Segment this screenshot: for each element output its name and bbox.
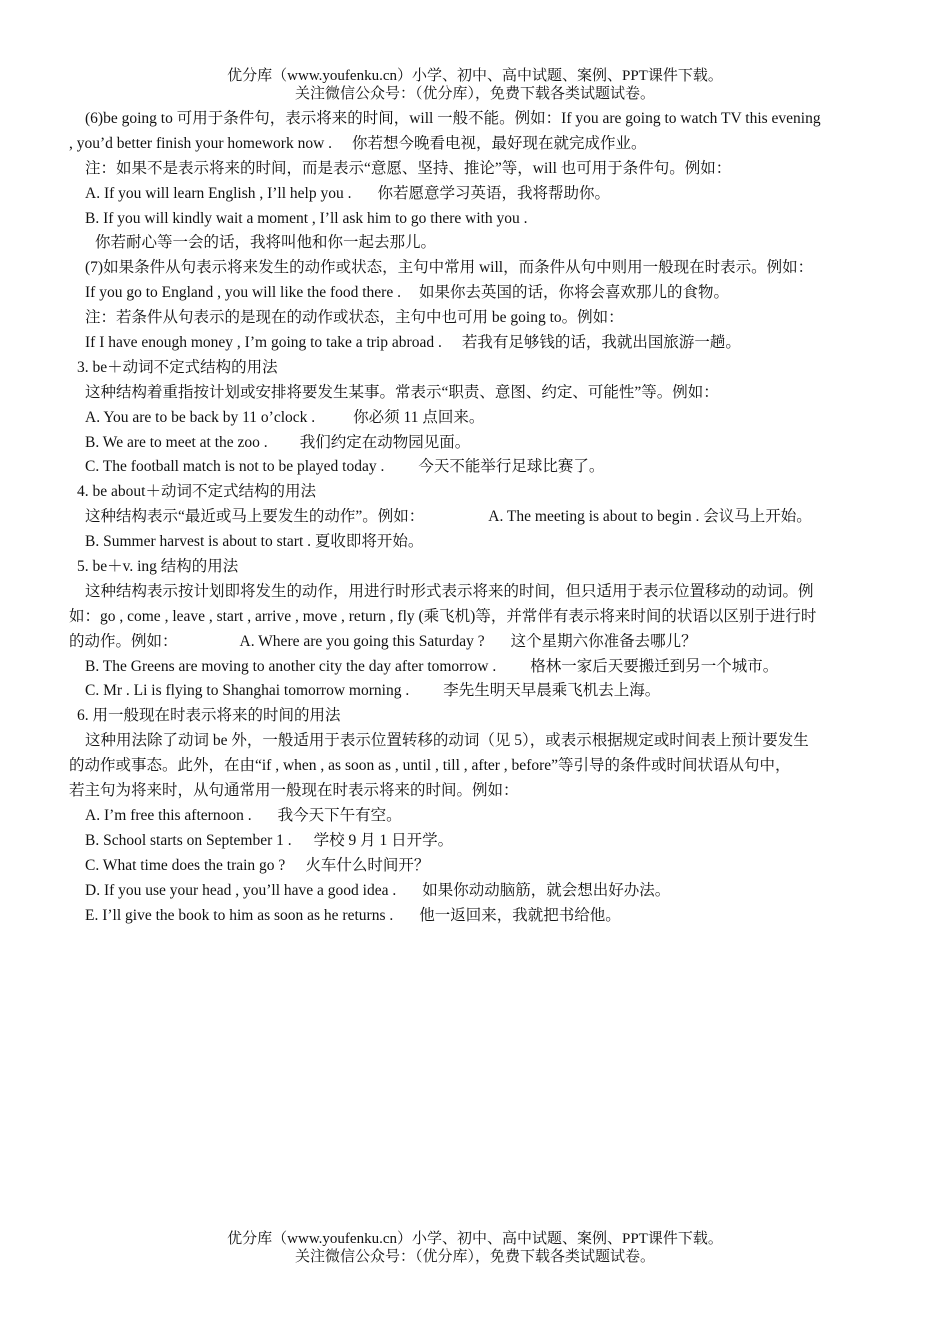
text-line: B. The Greens are moving to another city the day after tomorrow . 格林一家后天要搬迁到另一个城市。: [85, 657, 779, 675]
text-line: C. What time does the train go ? 火车什么时间开？: [85, 856, 430, 874]
document-body: [69, 107, 883, 928]
text-line: 的动作。例如： A. Where are you going this Saturday ? 这个星期六你准备去哪儿？: [69, 632, 697, 650]
footer-line-2: 关注微信公众号：（优分库），免费下载各类试题试卷。: [294, 1249, 655, 1265]
text-line: B. We are to meet at the zoo . 我们约定在动物园见面。: [85, 433, 471, 451]
text-line: A. I’m free this afternoon . 我今天下午有空。: [85, 806, 402, 824]
section-heading: 6. 用一般现在时表示将来的时间的用法: [77, 707, 341, 725]
text-line: 你若耐心等一会的话，我将叫他和你一起去那儿。: [95, 234, 437, 252]
page-header: [0, 67, 950, 103]
header-line-2: 关注微信公众号：（优分库），免费下载各类试题试卷。: [294, 86, 655, 102]
text-line: (7)如果条件从句表示将来发生的动作或状态，主句中常用 will，而条件从句中则用一般现在时表示。例如：: [85, 259, 814, 277]
text-line: B. Summer harvest is about to start . 夏收即将开始。: [85, 533, 424, 551]
text-line: C. The football match is not to be played today . 今天不能举行足球比赛了。: [85, 458, 605, 476]
text-line: B. School starts on September 1 . 学校 9 月 1 日开学。: [85, 831, 454, 849]
header-line-1: 优分库（www.youfenku.cn）小学、初中、高中试题、案例、PPT课件下载。: [227, 68, 723, 84]
text-line: 注：若条件从句表示的是现在的动作或状态，主句中也可用 be going to。例如：: [85, 309, 624, 327]
text-line: 的动作或事态。此外，在由“if , when , as soon as , until , till , after , before”等引导的条件或时间状语从句中，: [69, 757, 791, 775]
text-line: 若主句为将来时，从句通常用一般现在时表示将来的时间。例如：: [69, 782, 519, 800]
text-line: 这种结构表示“最近或马上要发生的动作”。例如： A. The meeting is about to begin . 会议马上开始。: [85, 508, 812, 526]
section-heading: 5. be＋v. ing 结构的用法: [77, 558, 239, 576]
text-line: 这种结构表示按计划即将发生的动作，用进行时形式表示将来的时间，但只适用于表示位置移动的动词。例: [85, 582, 814, 600]
text-line: C. Mr . Li is flying to Shanghai tomorrow morning . 李先生明天早晨乘飞机去上海。: [85, 682, 661, 700]
text-line: D. If you use your head , you’ll have a good idea . 如果你动动脑筋，就会想出好办法。: [85, 881, 671, 899]
text-line: B. If you will kindly wait a moment , I’ll ask him to go there with you .: [85, 209, 528, 227]
text-line: 这种结构着重指按计划或安排将要发生某事。常表示“职责、意图、约定、可能性”等。例如：: [85, 383, 719, 401]
text-line: (6)be going to 可用于条件句，表示将来的时间，will 一般不能。例如：If you are going to watch TV this evening: [85, 110, 821, 127]
text-line: 如：go , come , leave , start , arrive , move , return , fly (乘飞机)等，并常伴有表示将来时间的状语以区别于进行时: [69, 607, 817, 625]
text-line: A. If you will learn English , I’ll help you . 你若愿意学习英语，我将帮助你。: [85, 184, 610, 202]
footer-line-1: 优分库（www.youfenku.cn）小学、初中、高中试题、案例、PPT课件下载。: [227, 1231, 723, 1247]
section-heading: 4. be about＋动词不定式结构的用法: [77, 483, 316, 501]
text-line: 这种用法除了动词 be 外，一般适用于表示位置转移的动词（见 5），或表示根据规定或时间表上预计要发生: [85, 732, 809, 750]
page-footer: [0, 1230, 950, 1266]
text-line: , you’d better finish your homework now . 你若想今晚看电视，最好现在就完成作业。: [69, 134, 647, 152]
text-line: 注：如果不是表示将来的时间，而是表示“意愿、坚持、推论”等，will 也可用于条件句。例如：: [85, 159, 732, 177]
section-heading: 3. be＋动词不定式结构的用法: [77, 358, 278, 376]
text-line: A. You are to be back by 11 o’clock . 你必须 11 点回来。: [85, 408, 485, 426]
text-line: If you go to England , you will like the food there . 如果你去英国的话，你将会喜欢那儿的食物。: [85, 284, 729, 302]
text-line: If I have enough money , I’m going to take a trip abroad . 若我有足够钱的话，我就出国旅游一趟。: [85, 334, 741, 352]
text-line: E. I’ll give the book to him as soon as he returns . 他一返回来，我就把书给他。: [85, 906, 621, 924]
